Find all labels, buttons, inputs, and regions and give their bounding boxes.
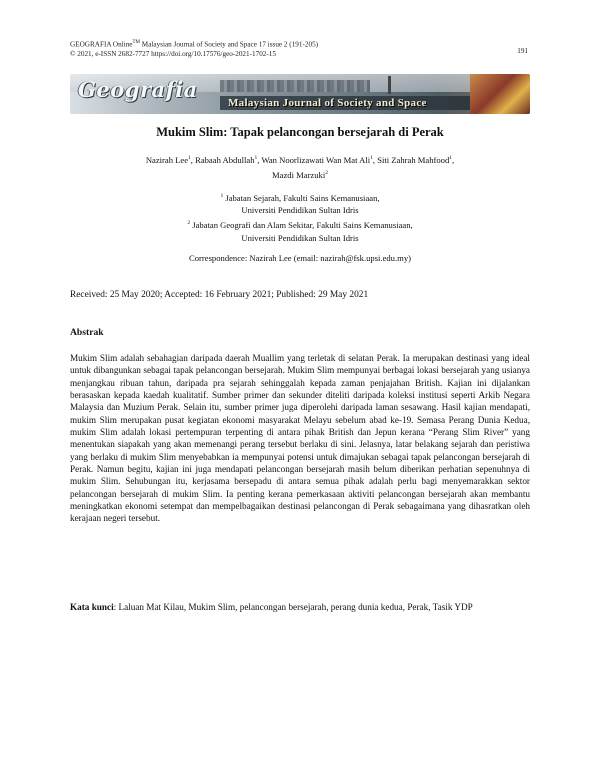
author: Rabaah Abdullah: [195, 154, 255, 165]
banner-photo: [470, 74, 530, 114]
paper-title: Mukim Slim: Tapak pelancongan bersejarah di Perak: [156, 125, 444, 139]
author: Siti Zahrah Mahfood: [377, 154, 450, 165]
author: Mazdi Marzuki: [272, 169, 326, 180]
author-line-2: Mazdi Marzuki$^2$: [272, 169, 328, 180]
doi-line: © 2021, e-ISSN 2682-7727 https://doi.org/10.17576/geo-2021-1702-15: [70, 49, 276, 58]
publication-dates: Received: 25 May 2020; Accepted: 16 February 2021; Published: 29 May 2021: [70, 290, 369, 300]
keywords: [70, 601, 530, 613]
author-line-1: Nazirah Lee$^1$, Rabaah Abdullah$^1$, Wan Noorlizawati Wan Mat Ali$^1$, Siti Zahrah Mahfood$^1$,: [145, 154, 455, 165]
affiliation-1-university: Universiti Pendidikan Sultan Idris: [241, 205, 359, 216]
affiliation-2: $^2$ Jabatan Geografi dan Alam Sekitar, Fakulti Sains Kemanusiaan,: [187, 219, 413, 230]
affiliation-1: $^1$ Jabatan Sejarah, Fakulti Sains Kemanusiaan,: [220, 192, 380, 203]
correspondence: Correspondence: Nazirah Lee (email: nazirah@fsk.upsi.edu.my): [189, 253, 411, 263]
trademark: TM: [132, 40, 140, 45]
journal-header: [70, 38, 318, 59]
page-number: 191: [517, 47, 528, 55]
keywords-list: : Laluan Mat Kilau, Mukim Slim, pelancongan bersejarah, perang dunia kedua, Perak, Tasik YDP: [113, 602, 473, 612]
journal-citation-line: GEOGRAFIA Online™ Malaysian Journal of Society and Space 17 issue 2 (191-205): [70, 40, 319, 49]
abstract-text: Mukim Slim adalah sebahagian daripada daerah Muallim yang terletak di selatan Perak. Ia merupakan destinasi yang ideal untuk dibangunkan sebagai tapak pelancongan bersejarah. Mukim Slim mempunyai berbagai lokasi bersejarah yang usianya menjangkau ribuan tahun, daripada pra sejarah sehinggalah kepada zaman penjajahan British. Kajian ini dijalankan berasaskan kepada kaedah kualitatif. Sumber primer dan sekunder diteliti daripada koleksi institusi seperti Arkib Negara Malaysia dan Muzium Perak. Selain itu, sumber primer juga diperolehi daripada laman sesawang. Hasil kajian mendapati, mukim Slim merupakan pusat kegiatan ekonomi masyarakat Melayu sebelum abad ke-19. Semasa Perang Dunia Kedua, mukim Slim adalah lokasi pertempuran terpenting di antara pihak British dan Jepun kerana “Perang Slim River” yang menentukan siapakah yang akan memenangi perang tersebut berlaku di sini. Jelasnya, latar belakang sejarah dan peristiwa yang berlaku di mukim Slim menyebabkan ia mempunyai potensi untuk dimajukan sebagai tapak pelancongan bersejarah di Perak. Namun begitu, kajian ini juga mendapati pelancongan bersejarah masih belum diberikan perhatian sepenuhnya di mukim Slim. Sehubungan itu, kerjasama bersepadu di antara semua pihak adalah perlu bagi menyemarakkan sektor pelancongan bersejarah di mukim Slim. Ia penting kerana pemerkasaan aktiviti pelancongan bersejarah akan membantu meningkatkan ekonomi setempat dan mempelbagaikan destinasi pelancongan di Perak sebagaimana yang dihasratkan oleh kerajaan negeri tersebut.: [70, 353, 530, 524]
author: Wan Noorlizawati Wan Mat Ali: [261, 154, 371, 165]
affiliation-2-university: Universiti Pendidikan Sultan Idris: [241, 232, 359, 243]
author: Nazirah Lee: [145, 154, 189, 165]
banner-journal-name: Malaysian Journal of Society and Space: [228, 97, 427, 109]
keywords-label: Kata kunci: [70, 602, 114, 612]
journal-banner: [70, 74, 530, 114]
banner-tower: [388, 76, 391, 94]
journal-logo: Geografia: [78, 77, 198, 102]
abstract-heading: Abstrak: [70, 327, 104, 338]
affiliations: [70, 190, 530, 244]
author-list: [70, 152, 530, 182]
banner-skyline: [220, 80, 370, 92]
